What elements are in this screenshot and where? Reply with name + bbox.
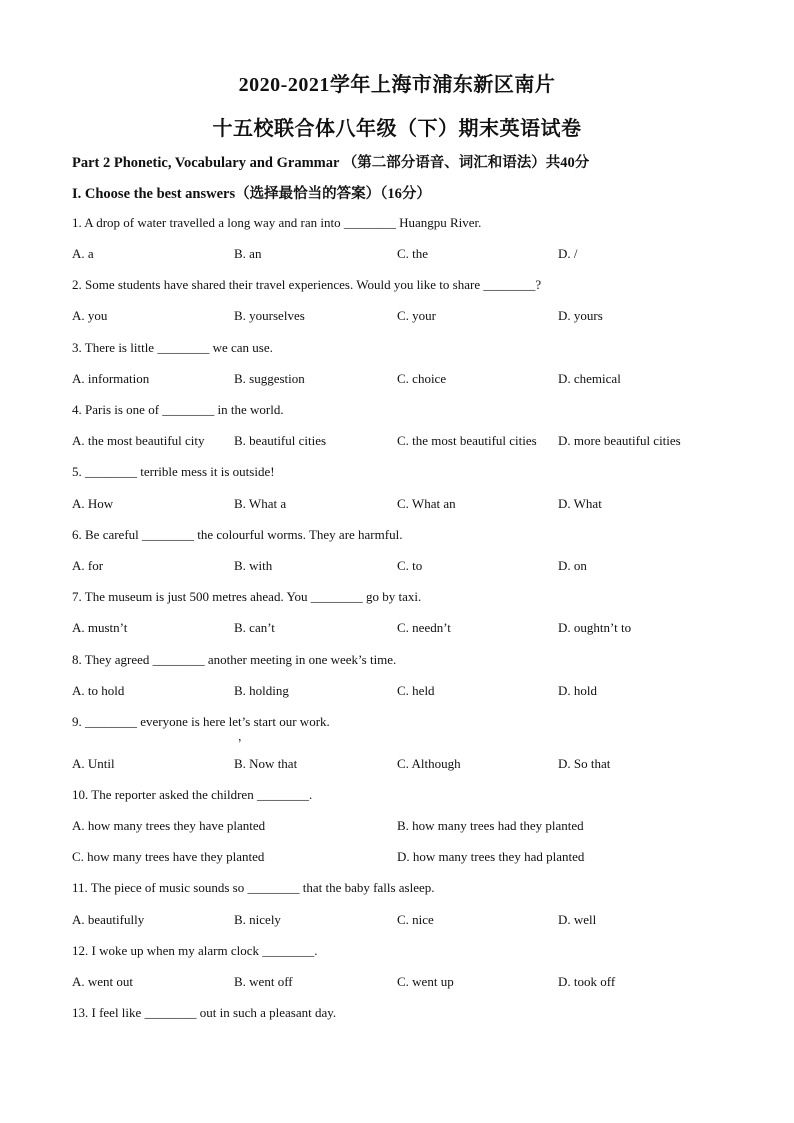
q4-option-d[interactable]: D. more beautiful cities bbox=[558, 433, 681, 448]
q10-option-b[interactable]: B. how many trees had they planted bbox=[397, 818, 584, 833]
question-7: 7. The museum is just 500 metres ahead. You ________ go by taxi. bbox=[72, 589, 422, 604]
q3-option-a[interactable]: A. information bbox=[72, 371, 150, 386]
q6-option-d[interactable]: D. on bbox=[558, 558, 587, 573]
q12-option-b[interactable]: B. went off bbox=[234, 974, 293, 989]
q3-option-d[interactable]: D. chemical bbox=[558, 371, 621, 386]
question-10: 10. The reporter asked the children ________. bbox=[72, 787, 313, 802]
q1-option-c[interactable]: C. the bbox=[397, 246, 429, 261]
q6-option-c[interactable]: C. to bbox=[397, 558, 423, 573]
q11-option-a[interactable]: A. beautifully bbox=[72, 912, 145, 927]
section-heading: I. Choose the best answers（选择最恰当的答案）（16分） bbox=[72, 186, 431, 202]
q1-option-a[interactable]: A. a bbox=[72, 246, 94, 261]
q10-option-a[interactable]: A. how many trees they have planted bbox=[72, 818, 266, 833]
q7-option-a[interactable]: A. mustn’t bbox=[72, 620, 128, 635]
q5-option-d[interactable]: D. What bbox=[558, 496, 602, 511]
q9-comma: ， bbox=[238, 731, 249, 743]
q9-option-d[interactable]: D. So that bbox=[558, 756, 611, 771]
q3-option-b[interactable]: B. suggestion bbox=[234, 371, 305, 386]
q8-option-a[interactable]: A. to hold bbox=[72, 683, 125, 698]
question-5: 5. ________ terrible mess it is outside! bbox=[72, 464, 275, 479]
question-2: 2. Some students have shared their travel experiences. Would you like to share ________? bbox=[72, 277, 542, 292]
question-9: 9. ________ everyone is here let’s start our work. bbox=[72, 714, 330, 729]
q6-option-a[interactable]: A. for bbox=[72, 558, 104, 573]
q12-option-c[interactable]: C. went up bbox=[397, 974, 454, 989]
q10-option-c[interactable]: C. how many trees have they planted bbox=[72, 849, 265, 864]
q8-option-d[interactable]: D. hold bbox=[558, 683, 597, 698]
q3-option-c[interactable]: C. choice bbox=[397, 371, 447, 386]
q5-option-a[interactable]: A. How bbox=[72, 496, 114, 511]
q2-option-d[interactable]: D. yours bbox=[558, 308, 603, 323]
exam-title-line2: 十五校联合体八年级（下）期末英语试卷 bbox=[212, 118, 582, 140]
question-8: 8. They agreed ________ another meeting in one week’s time. bbox=[72, 652, 397, 667]
q1-option-d[interactable]: D. / bbox=[558, 246, 578, 261]
question-12: 12. I woke up when my alarm clock ________. bbox=[72, 943, 318, 958]
q8-option-b[interactable]: B. holding bbox=[234, 683, 289, 698]
q11-option-d[interactable]: D. well bbox=[558, 912, 597, 927]
q2-option-c[interactable]: C. your bbox=[397, 308, 436, 323]
q6-option-b[interactable]: B. with bbox=[234, 558, 273, 573]
q2-option-b[interactable]: B. yourselves bbox=[234, 308, 305, 323]
q4-option-c[interactable]: C. the most beautiful cities bbox=[397, 433, 537, 448]
q2-option-a[interactable]: A. you bbox=[72, 308, 108, 323]
q7-option-c[interactable]: C. needn’t bbox=[397, 620, 451, 635]
exam-title-line1: 2020-2021学年上海市浦东新区南片 bbox=[238, 74, 556, 96]
q4-option-a[interactable]: A. the most beautiful city bbox=[72, 433, 205, 448]
q7-option-d[interactable]: D. oughtn’t to bbox=[558, 620, 632, 635]
question-4: 4. Paris is one of ________ in the world. bbox=[72, 402, 284, 417]
q8-option-c[interactable]: C. held bbox=[397, 683, 435, 698]
q9-option-c[interactable]: C. Although bbox=[397, 756, 461, 771]
q4-option-b[interactable]: B. beautiful cities bbox=[234, 433, 327, 448]
q9-option-b[interactable]: B. Now that bbox=[234, 756, 298, 771]
q12-option-a[interactable]: A. went out bbox=[72, 974, 134, 989]
q11-option-b[interactable]: B. nicely bbox=[234, 912, 281, 927]
part-heading: Part 2 Phonetic, Vocabulary and Grammar （第二部分语音、词汇和语法）共40分 bbox=[72, 155, 590, 171]
question-11: 11. The piece of music sounds so ________ that the baby falls asleep. bbox=[72, 880, 435, 895]
q7-option-b[interactable]: B. can’t bbox=[234, 620, 275, 635]
q9-option-a[interactable]: A. Until bbox=[72, 756, 115, 771]
q5-option-b[interactable]: B. What a bbox=[234, 496, 287, 511]
q10-option-d[interactable]: D. how many trees they had planted bbox=[397, 849, 585, 864]
q5-option-c[interactable]: C. What an bbox=[397, 496, 456, 511]
question-3: 3. There is little ________ we can use. bbox=[72, 340, 273, 355]
question-13: 13. I feel like ________ out in such a pleasant day. bbox=[72, 1005, 337, 1020]
q1-option-b[interactable]: B. an bbox=[234, 246, 262, 261]
q11-option-c[interactable]: C. nice bbox=[397, 912, 434, 927]
q12-option-d[interactable]: D. took off bbox=[558, 974, 616, 989]
question-1: 1. A drop of water travelled a long way and ran into ________ Huangpu River. bbox=[72, 215, 482, 230]
question-6: 6. Be careful ________ the colourful worms. They are harmful. bbox=[72, 527, 403, 542]
